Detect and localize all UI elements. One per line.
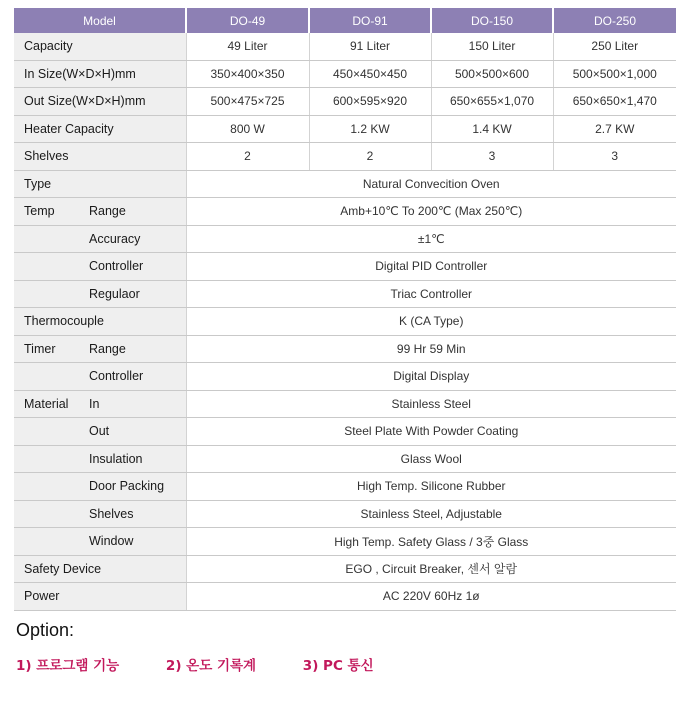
row-label: Material	[14, 390, 89, 418]
cell-value: Steel Plate With Powder Coating	[186, 418, 676, 446]
cell-value: EGO , Circuit Breaker, 센서 알람	[186, 555, 676, 583]
spec-sheet	[14, 8, 676, 611]
row-sublabel: Range	[89, 335, 186, 363]
cell-value: Digital PID Controller	[186, 253, 676, 281]
row-label	[14, 280, 89, 308]
cell-value: 150 Liter	[431, 33, 553, 60]
table-row	[14, 60, 676, 88]
cell-value: 500×500×1,000	[553, 60, 676, 88]
cell-value: 500×500×600	[431, 60, 553, 88]
row-sublabel: Accuracy	[89, 225, 186, 253]
row-label: Heater Capacity	[14, 115, 186, 143]
model-header: Model	[14, 8, 186, 33]
cell-value: 91 Liter	[309, 33, 431, 60]
cell-value: Amb+10℃ To 200℃ (Max 250℃)	[186, 198, 676, 226]
cell-value: 250 Liter	[553, 33, 676, 60]
model-header-do250: DO-250	[553, 8, 676, 33]
cell-value: 800 W	[186, 115, 309, 143]
table-row	[14, 390, 676, 418]
cell-value: 650×650×1,470	[553, 88, 676, 116]
row-label	[14, 363, 89, 391]
table-row	[14, 33, 676, 60]
cell-value: ±1℃	[186, 225, 676, 253]
table-header-row	[14, 8, 676, 33]
row-label	[14, 445, 89, 473]
model-header-do150: DO-150	[431, 8, 553, 33]
table-row	[14, 198, 676, 226]
row-sublabel: Shelves	[89, 500, 186, 528]
cell-value: Triac Controller	[186, 280, 676, 308]
row-label: Temp	[14, 198, 89, 226]
cell-value: Stainless Steel, Adjustable	[186, 500, 676, 528]
option-item: 2) 온도 기록계	[165, 658, 257, 674]
row-label: Out Size(W×D×H)mm	[14, 88, 186, 116]
row-label: Power	[14, 583, 89, 611]
option-list	[16, 654, 416, 674]
cell-value: 500×475×725	[186, 88, 309, 116]
table-row	[14, 528, 676, 556]
row-sublabel: Regulaor	[89, 280, 186, 308]
table-row	[14, 555, 676, 583]
option-item: 3) PC 통신	[302, 658, 374, 674]
table-row	[14, 583, 676, 611]
cell-value: 99 Hr 59 Min	[186, 335, 676, 363]
cell-value: 49 Liter	[186, 33, 309, 60]
row-label: Shelves	[14, 143, 186, 171]
cell-value: K (CA Type)	[186, 308, 676, 336]
row-label	[14, 225, 89, 253]
option-item: 1) 프로그램 기능	[16, 658, 120, 674]
cell-value: Digital Display	[186, 363, 676, 391]
cell-value: 2	[309, 143, 431, 171]
row-label	[14, 528, 89, 556]
row-sublabel	[89, 583, 186, 611]
row-label	[14, 253, 89, 281]
cell-value: 600×595×920	[309, 88, 431, 116]
cell-value: 1.4 KW	[431, 115, 553, 143]
model-header-do49: DO-49	[186, 8, 309, 33]
row-label: Safety Device	[14, 555, 89, 583]
cell-value: Stainless Steel	[186, 390, 676, 418]
table-row	[14, 143, 676, 171]
cell-value: Natural Convecition Oven	[186, 170, 676, 198]
row-label	[14, 500, 89, 528]
table-row	[14, 500, 676, 528]
row-label	[14, 473, 89, 501]
cell-value: AC 220V 60Hz 1ø	[186, 583, 676, 611]
cell-value: 2.7 KW	[553, 115, 676, 143]
row-sublabel	[89, 555, 186, 583]
cell-value: 1.2 KW	[309, 115, 431, 143]
row-sublabel: In	[89, 390, 186, 418]
row-sublabel: Range	[89, 198, 186, 226]
row-label: Type	[14, 170, 89, 198]
row-sublabel: Controller	[89, 363, 186, 391]
cell-value: High Temp. Silicone Rubber	[186, 473, 676, 501]
row-sublabel: Insulation	[89, 445, 186, 473]
cell-value: 350×400×350	[186, 60, 309, 88]
table-row	[14, 253, 676, 281]
row-sublabel: Window	[89, 528, 186, 556]
spec-table	[14, 8, 676, 611]
cell-value: 2	[186, 143, 309, 171]
cell-value: 3	[553, 143, 676, 171]
row-sublabel: Door Packing	[89, 473, 186, 501]
option-title: Option:	[16, 620, 75, 640]
table-row	[14, 115, 676, 143]
row-label: In Size(W×D×H)mm	[14, 60, 186, 88]
table-row	[14, 363, 676, 391]
table-row	[14, 280, 676, 308]
row-label: Thermocouple	[14, 308, 89, 336]
row-label: Capacity	[14, 33, 186, 60]
table-row	[14, 445, 676, 473]
table-row	[14, 225, 676, 253]
model-header-do91: DO-91	[309, 8, 431, 33]
cell-value: 450×450×450	[309, 60, 431, 88]
cell-value: 650×655×1,070	[431, 88, 553, 116]
cell-value: Glass Wool	[186, 445, 676, 473]
table-row	[14, 418, 676, 446]
cell-value: 3	[431, 143, 553, 171]
row-sublabel: Controller	[89, 253, 186, 281]
row-sublabel: Out	[89, 418, 186, 446]
cell-value: High Temp. Safety Glass / 3중 Glass	[186, 528, 676, 556]
row-label: Timer	[14, 335, 89, 363]
table-row	[14, 170, 676, 198]
row-sublabel	[89, 170, 186, 198]
table-row	[14, 473, 676, 501]
row-label	[14, 418, 89, 446]
table-row	[14, 308, 676, 336]
table-row	[14, 335, 676, 363]
table-row	[14, 88, 676, 116]
